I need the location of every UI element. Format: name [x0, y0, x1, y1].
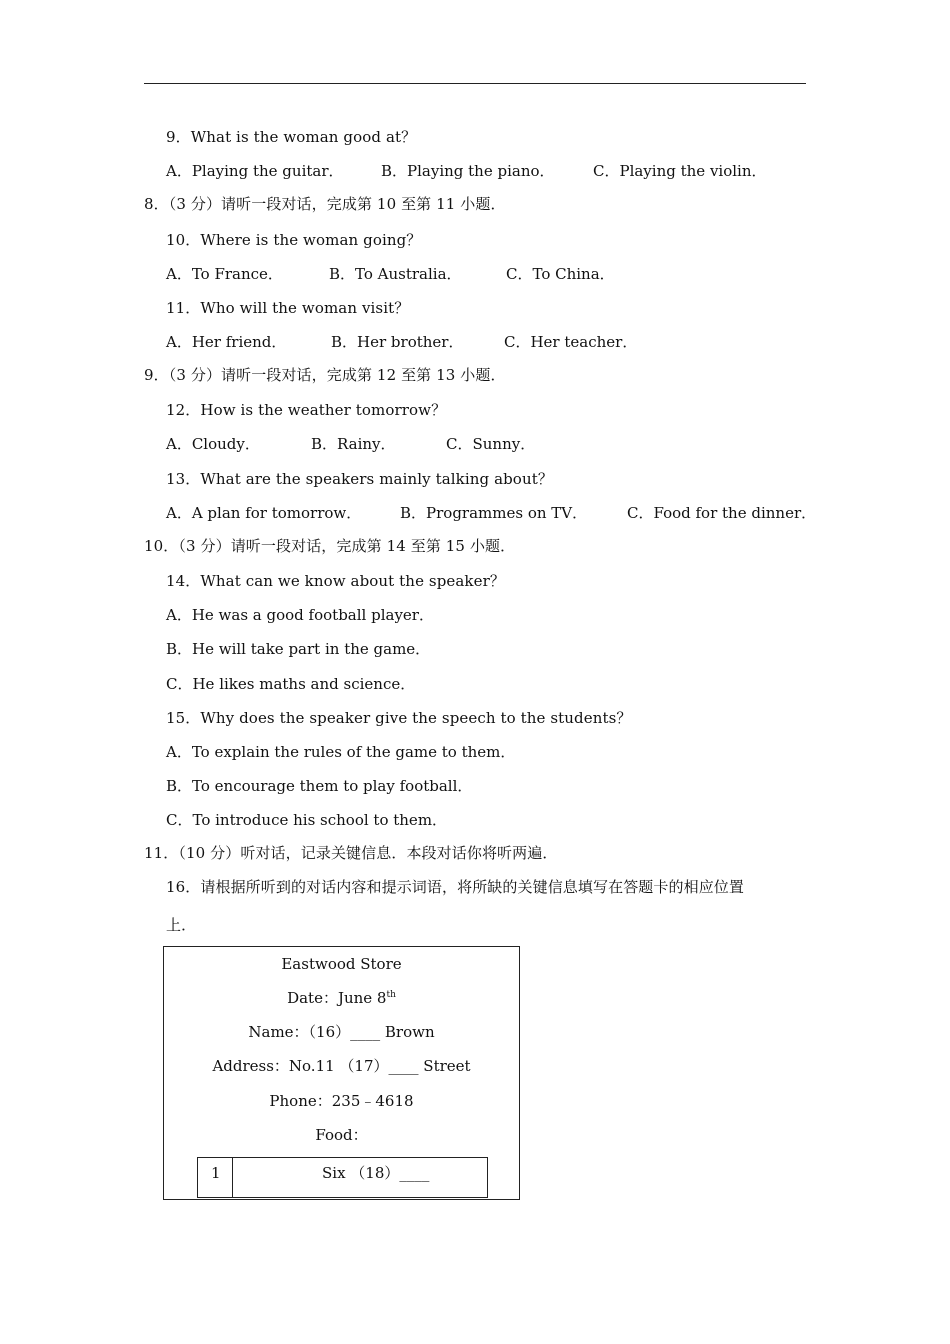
- option-10b: B．To Australia．: [329, 265, 462, 283]
- order-form-box: [163, 946, 520, 1200]
- option-9a: A．Playing the guitar．: [166, 162, 344, 180]
- food-row-number: 1: [211, 1164, 221, 1182]
- question-9: 9．What is the woman good at？: [166, 128, 417, 146]
- question-16-line2: 上．: [166, 916, 197, 934]
- section-11-header: 11．（10 分）听对话，记录关键信息．本段对话你将听两遍．: [144, 844, 558, 862]
- option-13b: B．Programmes on TV．: [400, 504, 588, 522]
- option-15a: A．To explain the rules of the game to them．: [166, 743, 516, 761]
- section-9-header: 9．（3 分）请听一段对话，完成第 12 至第 13 小题．: [144, 366, 506, 384]
- option-10c: C．To China．: [506, 265, 615, 283]
- food-row-text: Six （18）____: [322, 1164, 430, 1182]
- question-10: 10．Where is the woman going？: [166, 231, 422, 249]
- option-14b: B．He will take part in the game．: [166, 640, 431, 658]
- option-11c: C．Her teacher．: [504, 333, 638, 351]
- form-address: Address：No.11 （17）____ Street: [212, 1057, 471, 1075]
- option-14a: A．He was a good football player．: [166, 606, 434, 624]
- form-date: [164, 988, 519, 1008]
- form-date-label: Date：June 8: [287, 989, 387, 1007]
- option-10a: A．To France．: [166, 265, 283, 283]
- question-12: 12．How is the weather tomorrow？: [166, 401, 447, 419]
- option-12a: A．Cloudy．: [166, 435, 260, 453]
- form-food-label: Food：: [315, 1126, 368, 1144]
- question-11: 11．Who will the woman visit？: [166, 299, 410, 317]
- option-12b: B．Rainy．: [311, 435, 396, 453]
- question-15: 15．Why does the speaker give the speech to the students？: [166, 709, 632, 727]
- option-13c: C．Food for the dinner．: [627, 504, 817, 522]
- question-14: 14．What can we know about the speaker？: [166, 572, 505, 590]
- header-rule: [144, 83, 806, 84]
- option-14c: C．He likes maths and science．: [166, 675, 416, 693]
- question-13: 13．What are the speakers mainly talking about？: [166, 470, 553, 488]
- option-12c: C．Sunny．: [446, 435, 536, 453]
- option-11a: A．Her friend．: [166, 333, 287, 351]
- form-name: Name：（16）____ Brown: [248, 1023, 435, 1041]
- form-phone: Phone：235﹣4618: [269, 1092, 414, 1110]
- option-13a: A．A plan for tomorrow．: [166, 504, 362, 522]
- option-15b: B．To encourage them to play football．: [166, 777, 473, 795]
- food-table: [197, 1157, 488, 1198]
- section-8-header: 8．（3 分）请听一段对话，完成第 10 至第 11 小题．: [144, 195, 506, 213]
- form-store-name: Eastwood Store: [281, 955, 402, 973]
- option-11b: B．Her brother．: [331, 333, 464, 351]
- option-9b: B．Playing the piano．: [381, 162, 555, 180]
- option-9c: C．Playing the violin．: [593, 162, 767, 180]
- option-15c: C．To introduce his school to them．: [166, 811, 448, 829]
- question-16-line1: 16．请根据所听到的对话内容和提示词语，将所缺的关键信息填写在答题卡的相应位置: [166, 878, 744, 896]
- section-10-header: 10．（3 分）请听一段对话，完成第 14 至第 15 小题．: [144, 537, 516, 555]
- form-date-suffix: th: [386, 990, 396, 1000]
- food-table-divider: [232, 1158, 233, 1197]
